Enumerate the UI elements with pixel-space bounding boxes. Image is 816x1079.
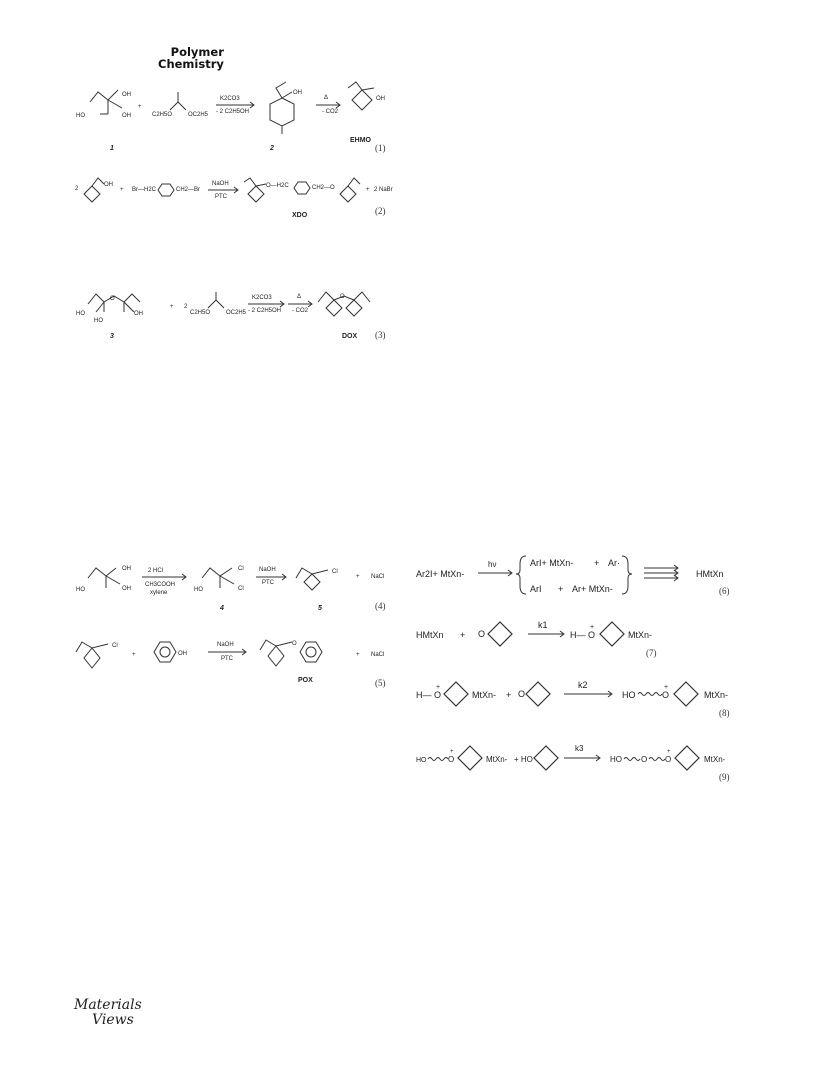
svg-text:k1: k1 [538, 620, 548, 630]
svg-text:O: O [110, 296, 115, 302]
svg-text:Δ: Δ [324, 95, 329, 101]
svg-text:Ar·: Ar· [608, 558, 620, 568]
svg-text:K2CO3: K2CO3 [220, 96, 240, 102]
ehmo-reactant [84, 178, 104, 202]
svg-text:MtXn-: MtXn- [704, 690, 729, 700]
reaction-arrow [248, 301, 284, 307]
svg-text:Ar+ MtXn-: Ar+ MtXn- [572, 584, 613, 594]
svg-text:+: + [356, 652, 360, 658]
hydroxy-ring [534, 746, 558, 770]
svg-text:Cl: Cl [332, 569, 338, 575]
equation-number: (9) [719, 772, 730, 782]
svg-text:PTC: PTC [221, 656, 233, 662]
svg-text:O: O [292, 641, 297, 647]
scheme-eq9 [414, 736, 744, 786]
svg-text:OH: OH [293, 90, 302, 96]
reaction-arrow [528, 631, 564, 637]
equation-number: (4) [375, 601, 386, 611]
polymer-chain [638, 693, 662, 696]
svg-text:2: 2 [184, 304, 188, 310]
svg-text:+: + [356, 574, 360, 580]
pox-structure [260, 640, 322, 666]
product-label: EHMO [350, 137, 371, 144]
svg-text:2: 2 [75, 186, 79, 192]
svg-text:Cl: Cl [112, 643, 118, 649]
reaction-arrow [564, 755, 600, 761]
svg-text:C2H5O: C2H5O [152, 112, 173, 118]
svg-text:5: 5 [318, 605, 322, 612]
svg-text:OC2H5: OC2H5 [188, 112, 209, 118]
svg-text:OC2H5: OC2H5 [226, 310, 247, 316]
publisher-logo [74, 998, 142, 1028]
svg-text:HO: HO [76, 113, 85, 119]
svg-text:MtXn-: MtXn- [486, 755, 508, 764]
svg-text:- 2 C2H5OH: - 2 C2H5OH [216, 109, 250, 115]
svg-text:- 2 C2H5OH: - 2 C2H5OH [248, 308, 282, 314]
svg-text:MtXn-: MtXn- [628, 630, 653, 640]
svg-text:O—H2C: O—H2C [266, 183, 289, 189]
svg-text:OH: OH [122, 566, 131, 572]
equation-number: (2) [375, 206, 386, 216]
polymer-chain [428, 758, 448, 761]
svg-text:PTC: PTC [262, 580, 274, 586]
journal-name-line2: Chemistry [158, 57, 224, 71]
svg-text:O: O [665, 755, 672, 764]
svg-text:O: O [434, 690, 442, 700]
svg-text:Δ: Δ [297, 294, 302, 300]
svg-text:+: + [120, 187, 124, 193]
scheme-eq3 [70, 282, 400, 344]
svg-text:hν: hν [488, 560, 497, 569]
svg-text:OH: OH [122, 92, 131, 98]
svg-text:H—: H— [416, 690, 432, 700]
svg-text:C2H5O: C2H5O [190, 310, 211, 316]
svg-text:+: + [558, 584, 564, 594]
svg-text:NaCl: NaCl [371, 652, 385, 658]
svg-text:K2CO3: K2CO3 [252, 295, 272, 301]
svg-text:HO: HO [194, 587, 203, 593]
svg-text:k3: k3 [575, 744, 584, 753]
scheme-eq5 [70, 630, 400, 690]
svg-text:+: + [170, 304, 174, 310]
oxetane-monomer [526, 682, 550, 706]
svg-text:MtXn-: MtXn- [472, 690, 497, 700]
xdo-structure [244, 178, 360, 202]
svg-text:+: + [132, 652, 136, 658]
svg-text:CH2—Br: CH2—Br [176, 187, 201, 193]
oxonium-ring [600, 622, 624, 646]
reaction-arrow [216, 102, 254, 108]
svg-text:xylene: xylene [150, 590, 168, 596]
svg-text:OH: OH [104, 182, 113, 188]
oxetane-ehmo [348, 82, 374, 110]
oxonium-ring [444, 682, 468, 706]
equation-number: (8) [719, 708, 730, 718]
svg-text:NaOH: NaOH [217, 642, 234, 648]
chloromethyl-oxetane [76, 642, 108, 668]
scheme-eq6 [414, 552, 744, 604]
svg-text:1: 1 [110, 145, 114, 152]
svg-text:+: + [590, 624, 595, 631]
svg-text:OH: OH [122, 113, 131, 119]
dichloride-4 [202, 568, 234, 588]
logo-line1: Materials [74, 997, 142, 1013]
svg-text:MtXn-: MtXn- [704, 755, 726, 764]
reaction-arrow [208, 187, 238, 193]
scheme-eq4 [70, 558, 400, 614]
triol-1 [90, 90, 122, 114]
oxonium-ring [458, 746, 482, 770]
journal-header [158, 46, 224, 70]
svg-text:+: + [450, 749, 454, 755]
svg-text:- CO2: - CO2 [292, 308, 309, 314]
svg-text:- CO2: - CO2 [322, 109, 339, 115]
diethyl-carbonate [170, 92, 186, 110]
svg-text:4: 4 [220, 605, 224, 612]
reaction-arrow [564, 691, 612, 697]
svg-text:HO: HO [94, 318, 103, 324]
svg-text:OH: OH [122, 586, 131, 592]
product-label: POX [298, 677, 313, 684]
equation-number: (3) [375, 330, 386, 340]
svg-text:+: + [366, 187, 370, 193]
svg-text:HMtXn: HMtXn [696, 569, 724, 579]
svg-text:+: + [506, 690, 512, 700]
svg-text:+: + [138, 104, 142, 110]
svg-text:+: + [667, 749, 671, 755]
svg-text:NaCl: NaCl [371, 574, 385, 580]
svg-text:HO: HO [622, 690, 636, 700]
benzene-ring [158, 184, 174, 196]
scheme-eq7 [414, 612, 744, 662]
reaction-arrow [478, 570, 512, 576]
chloromethyl-oxetane-5 [296, 568, 328, 590]
reaction-arrow [288, 301, 312, 307]
svg-text:O: O [448, 755, 455, 764]
reaction-arrow [316, 102, 340, 108]
svg-text:CH2—O: CH2—O [312, 185, 335, 191]
scheme-eq1 [70, 80, 400, 155]
oxonium-ring [675, 746, 699, 770]
svg-text:Br—H2C: Br—H2C [132, 187, 157, 193]
svg-text:HO: HO [76, 587, 85, 593]
svg-text:2: 2 [270, 145, 274, 152]
reaction-arrow-multi [644, 565, 678, 581]
svg-text:3: 3 [110, 333, 114, 340]
product-label: XDO [292, 212, 308, 219]
svg-text:CH3COOH: CH3COOH [145, 582, 176, 588]
svg-text:ArI+ MtXn-: ArI+ MtXn- [530, 558, 574, 568]
svg-text:HMtXn: HMtXn [416, 630, 444, 640]
equation-number: (6) [719, 586, 730, 596]
svg-text:+: + [460, 630, 466, 640]
svg-text:+: + [594, 558, 600, 568]
equation-number: (1) [375, 143, 386, 153]
svg-text:NaOH: NaOH [259, 567, 276, 573]
triol-reactant [88, 568, 120, 588]
phenol [154, 642, 176, 662]
svg-text:O: O [641, 755, 648, 764]
svg-text:O: O [588, 630, 596, 640]
svg-text:HO: HO [76, 311, 85, 317]
svg-text:O: O [662, 690, 670, 700]
svg-text:Cl: Cl [238, 566, 244, 572]
diethyl-carbonate [208, 292, 224, 308]
journal-name-line1: Polymer [170, 45, 224, 59]
svg-text:Ar2I+ MtXn-: Ar2I+ MtXn- [416, 569, 465, 579]
cyclic-carbonate-2 [270, 82, 294, 134]
svg-text:HO: HO [610, 755, 622, 764]
svg-text:OH: OH [178, 651, 187, 657]
svg-text:OH: OH [134, 311, 143, 317]
svg-text:O: O [518, 689, 526, 699]
oxetane-monomer [488, 622, 512, 646]
oxonium-ring [674, 682, 698, 706]
svg-text:Cl: Cl [238, 586, 244, 592]
equation-number: (7) [646, 648, 657, 658]
svg-text:ArI: ArI [530, 584, 542, 594]
svg-text:+ HO: + HO [514, 755, 533, 764]
svg-text:k2: k2 [578, 680, 588, 690]
svg-text:+: + [664, 684, 669, 691]
scheme-eq2 [70, 172, 400, 224]
svg-text:2 HCl: 2 HCl [148, 568, 164, 574]
svg-text:+: + [436, 684, 441, 691]
svg-text:NaOH: NaOH [212, 181, 229, 187]
product-label: DOX [342, 333, 358, 340]
logo-line2: Views [92, 1012, 134, 1028]
svg-text:H—: H— [570, 630, 586, 640]
svg-text:2 NaBr: 2 NaBr [374, 187, 393, 193]
svg-text:PTC: PTC [215, 194, 227, 200]
equation-number: (5) [375, 678, 386, 688]
svg-text:HO: HO [416, 757, 427, 764]
reaction-arrow [208, 649, 246, 655]
svg-text:OH: OH [376, 96, 385, 102]
scheme-eq8 [414, 672, 744, 722]
svg-text:O: O [340, 294, 345, 300]
svg-text:O: O [478, 629, 486, 639]
reaction-arrow [142, 574, 186, 580]
